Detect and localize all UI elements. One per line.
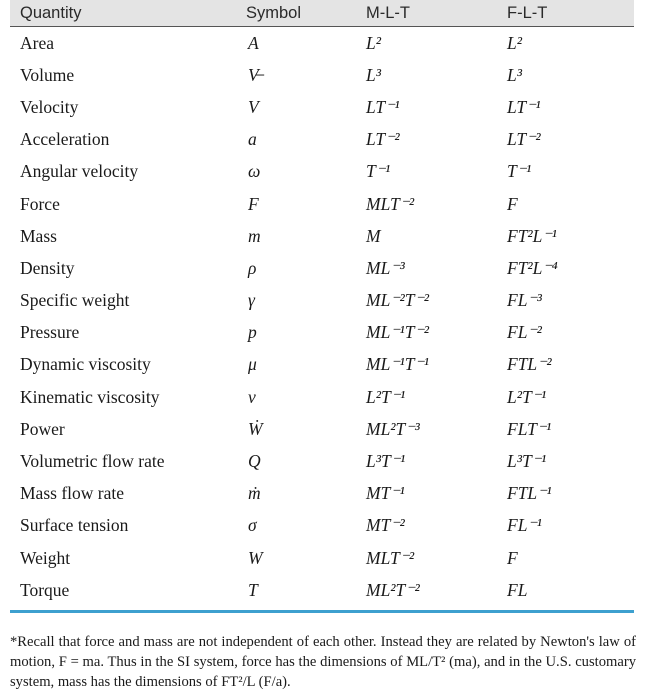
table-row	[10, 220, 634, 252]
table-row	[10, 124, 634, 156]
mlt-cell: ML⁻²T⁻²	[366, 290, 430, 311]
symbol-cell: a	[248, 129, 257, 150]
mlt-cell: ML⁻³	[366, 257, 405, 278]
header-flt: F-L-T	[507, 3, 548, 22]
symbol-cell: T	[248, 579, 258, 600]
symbol-cell: W	[248, 547, 263, 568]
header-symbol: Symbol	[246, 3, 302, 22]
mlt-cell: ML²T⁻³	[366, 418, 420, 439]
mlt-cell: T⁻¹	[366, 161, 391, 182]
dimensions-table	[10, 0, 634, 613]
table-row	[10, 27, 634, 59]
quantity-cell: Power	[20, 418, 65, 439]
flt-cell: FTL⁻²	[507, 354, 552, 375]
mlt-cell: ML²T⁻²	[366, 579, 420, 600]
table-bottom-rule	[10, 610, 634, 613]
flt-cell: FL⁻¹	[507, 515, 542, 536]
flt-cell: L³	[507, 64, 522, 85]
symbol-cell: p	[248, 322, 257, 343]
symbol-cell: A	[248, 32, 259, 53]
symbol-cell: m	[248, 225, 261, 246]
symbol-cell: μ	[248, 354, 257, 375]
mlt-cell: MLT⁻²	[366, 193, 415, 214]
quantity-cell: Pressure	[20, 322, 80, 343]
table-row	[10, 478, 634, 510]
quantity-cell: Area	[20, 32, 55, 53]
table-row	[10, 188, 634, 220]
symbol-cell: V̶	[248, 64, 259, 85]
quantity-cell: Force	[20, 193, 60, 214]
table-row	[10, 413, 634, 445]
quantity-cell: Mass	[20, 225, 57, 246]
table-row	[10, 574, 634, 606]
quantity-cell: Kinematic viscosity	[20, 386, 160, 407]
table-row	[10, 285, 634, 317]
symbol-cell: ω	[248, 161, 261, 182]
flt-cell: F	[507, 193, 518, 214]
mlt-cell: LT⁻¹	[366, 96, 400, 117]
quantity-cell: Acceleration	[20, 129, 110, 150]
mlt-cell: ML⁻¹T⁻¹	[366, 354, 430, 375]
table-header	[10, 0, 634, 27]
flt-cell: L²	[507, 32, 522, 53]
table-row	[10, 445, 634, 477]
flt-cell: T⁻¹	[507, 161, 532, 182]
symbol-cell: ṁ	[248, 483, 261, 504]
symbol-cell: ρ	[248, 257, 257, 278]
table-row	[10, 156, 634, 188]
table-row	[10, 349, 634, 381]
table-row	[10, 542, 634, 574]
mlt-cell: L²T⁻¹	[366, 386, 406, 407]
mlt-cell: M	[366, 225, 381, 246]
flt-cell: FTL⁻¹	[507, 483, 552, 504]
table-row	[10, 510, 634, 542]
symbol-cell: F	[248, 193, 259, 214]
quantity-cell: Volume	[20, 64, 75, 85]
flt-cell: FL⁻³	[507, 290, 542, 311]
mlt-cell: MLT⁻²	[366, 547, 415, 568]
flt-cell: L²T⁻¹	[507, 386, 547, 407]
symbol-cell: V	[248, 96, 259, 117]
flt-cell: FLT⁻¹	[507, 418, 552, 439]
header-quantity: Quantity	[20, 3, 82, 22]
table-row	[10, 91, 634, 123]
quantity-cell: Density	[20, 257, 75, 278]
quantity-cell: Angular velocity	[20, 161, 139, 182]
symbol-cell: σ	[248, 515, 257, 536]
mlt-cell: L³T⁻¹	[366, 451, 406, 472]
mlt-cell: L³	[366, 64, 381, 85]
flt-cell: FL	[507, 579, 528, 600]
flt-cell: FT²L⁻⁴	[507, 257, 558, 278]
quantity-cell: Dynamic viscosity	[20, 354, 151, 375]
footnote: *Recall that force and mass are not independent of each other. Instead they are related by Newton's law of motion, F = ma. Thus in the SI system, force has the dimensions of ML/T² (ma), and in the U.S. customary system, mass has the dimensions of FT²/L (F/a).	[10, 634, 636, 690]
header-mlt: M-L-T	[366, 3, 410, 22]
quantity-cell: Weight	[20, 547, 71, 568]
mlt-cell: L²	[366, 32, 381, 53]
symbol-cell: Q	[248, 451, 261, 472]
mlt-cell: LT⁻²	[366, 129, 400, 150]
flt-cell: FT²L⁻¹	[507, 225, 557, 246]
quantity-cell: Volumetric flow rate	[20, 451, 165, 472]
quantity-cell: Torque	[20, 579, 70, 600]
quantity-cell: Mass flow rate	[20, 483, 125, 504]
table-row	[10, 381, 634, 413]
table-row	[10, 252, 634, 284]
symbol-cell: γ	[248, 290, 255, 311]
quantity-cell: Surface tension	[20, 515, 129, 536]
quantity-cell: Velocity	[20, 96, 79, 117]
mlt-cell: ML⁻¹T⁻²	[366, 322, 430, 343]
flt-cell: LT⁻¹	[507, 96, 541, 117]
quantity-cell: Specific weight	[20, 290, 130, 311]
flt-cell: LT⁻²	[507, 129, 541, 150]
table-row	[10, 59, 634, 91]
mlt-cell: MT⁻¹	[366, 483, 405, 504]
mlt-cell: MT⁻²	[366, 515, 405, 536]
flt-cell: FL⁻²	[507, 322, 542, 343]
table-row	[10, 317, 634, 349]
flt-cell: L³T⁻¹	[507, 451, 547, 472]
flt-cell: F	[507, 547, 518, 568]
symbol-cell: Ẇ	[248, 418, 263, 439]
symbol-cell: ν	[248, 386, 256, 407]
table-body	[10, 27, 634, 606]
